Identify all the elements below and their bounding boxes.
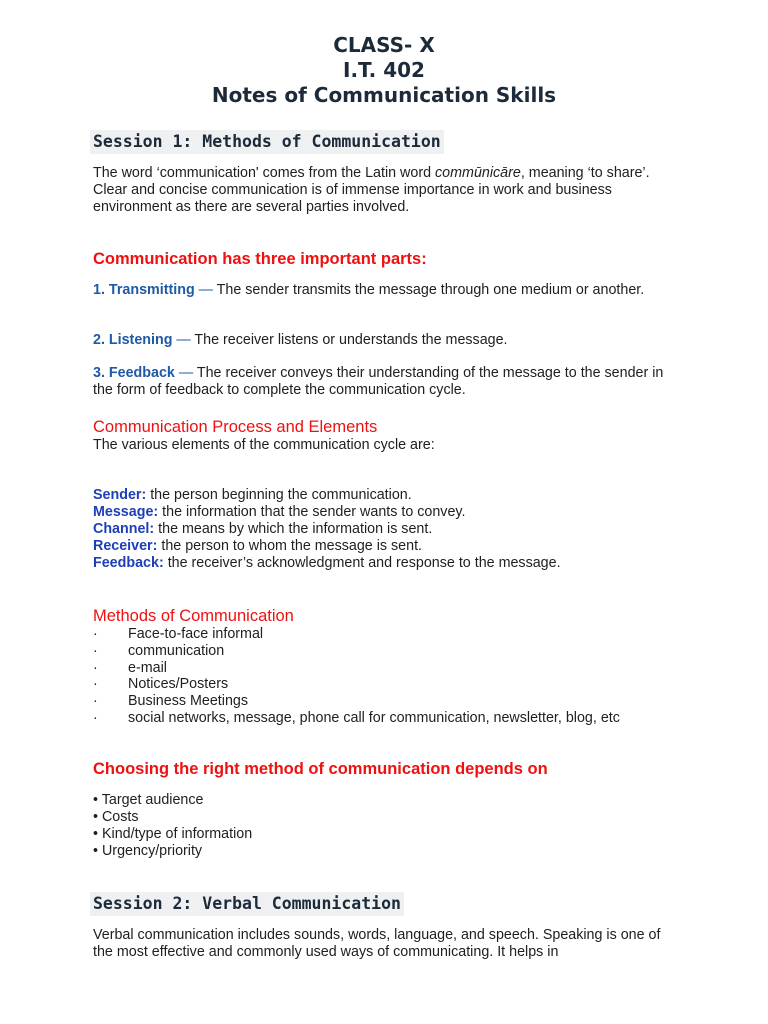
- element-text: the person to whom the message is sent.: [157, 538, 423, 554]
- list-item: [93, 521, 561, 538]
- part-transmitting: [93, 282, 673, 299]
- method-text: Business Meetings: [128, 693, 248, 710]
- list-item: • Kind/type of information: [93, 826, 253, 842]
- process-heading: Communication Process and Elements: [93, 418, 378, 436]
- element-label: Feedback:: [93, 555, 164, 571]
- part-dash: —: [174, 365, 197, 381]
- method-text: Face-to-face informal: [128, 626, 264, 642]
- list-item: [93, 538, 561, 555]
- bullet-dot: ·: [93, 693, 98, 710]
- element-label: Sender:: [93, 487, 147, 503]
- element-label: Message:: [93, 504, 159, 520]
- part-label-listening: 2. Listening: [93, 332, 173, 348]
- process-intro: The various elements of the communication cycle are:: [93, 437, 435, 453]
- element-text: the receiver’s acknowledgment and response to the message.: [163, 555, 561, 571]
- element-text: the information that the sender wants to convey.: [158, 504, 466, 520]
- method-text: communication: [128, 642, 225, 659]
- part-dash: —: [194, 282, 217, 298]
- document-header: [0, 33, 768, 108]
- notes-title: Notes of Communication Skills: [211, 83, 557, 107]
- part-text-feedback: The receiver conveys their understanding of the message to the sender in the form of feedback to complete the communication cycle.: [93, 365, 664, 398]
- element-text: the means by which the information is sent.: [154, 521, 433, 537]
- part-listening: [93, 332, 673, 349]
- choosing-heading: Choosing the right method of communication depends on: [93, 760, 548, 778]
- list-item: [93, 504, 561, 521]
- list-item: [93, 487, 561, 504]
- part-text-transmitting: The sender transmits the message through one medium or another.: [216, 282, 645, 298]
- method-text: Notices/Posters: [128, 676, 229, 693]
- method-text: social networks, message, phone call for communication, newsletter, blog, etc: [128, 709, 620, 726]
- session-2-heading: Session 2: Verbal Communication: [90, 892, 404, 916]
- choosing-list: [93, 792, 252, 860]
- subject-code: I.T. 402: [343, 58, 425, 82]
- element-label: Channel:: [93, 521, 155, 537]
- intro-paragraph: [93, 165, 673, 216]
- method-text: e-mail: [128, 659, 167, 676]
- part-feedback: [93, 365, 673, 399]
- element-label: Receiver:: [93, 538, 158, 554]
- three-parts-heading: Communication has three important parts:: [93, 250, 427, 268]
- methods-heading: Methods of Communication: [93, 607, 294, 625]
- element-text: the person beginning the communication.: [146, 487, 412, 503]
- bullet-dot: ·: [93, 659, 98, 676]
- part-label-feedback: 3. Feedback: [93, 365, 175, 381]
- part-text-listening: The receiver listens or understands the message.: [194, 332, 508, 348]
- list-item: • Urgency/priority: [93, 843, 203, 859]
- part-label-transmitting: 1. Transmitting: [93, 282, 195, 298]
- list-item: • Costs: [93, 809, 139, 825]
- bullet-dot: ·: [93, 642, 98, 659]
- bullet-dot: ·: [93, 676, 98, 693]
- verbal-paragraph: Verbal communication includes sounds, words, language, and speech. Speaking is one of the most effective and commonly used ways of communicating. It helps in: [93, 927, 661, 960]
- latin-word: commūnicāre: [435, 165, 521, 181]
- class-title: CLASS- X: [333, 33, 435, 57]
- intro-text-pre: The word ‘communication' comes from the Latin word: [93, 165, 436, 181]
- bullet-dot: ·: [93, 709, 98, 726]
- part-dash: —: [172, 332, 195, 348]
- session-1-heading: Session 1: Methods of Communication: [90, 130, 444, 154]
- list-item: [93, 555, 561, 572]
- elements-list: [93, 487, 561, 572]
- list-item: • Target audience: [93, 792, 204, 808]
- bullet-dot: ·: [93, 626, 98, 642]
- intro-text-post: , meaning ‘to share’. Clear and concise communication is of immense importance in work and business environment as there are several parties involved.: [93, 165, 650, 215]
